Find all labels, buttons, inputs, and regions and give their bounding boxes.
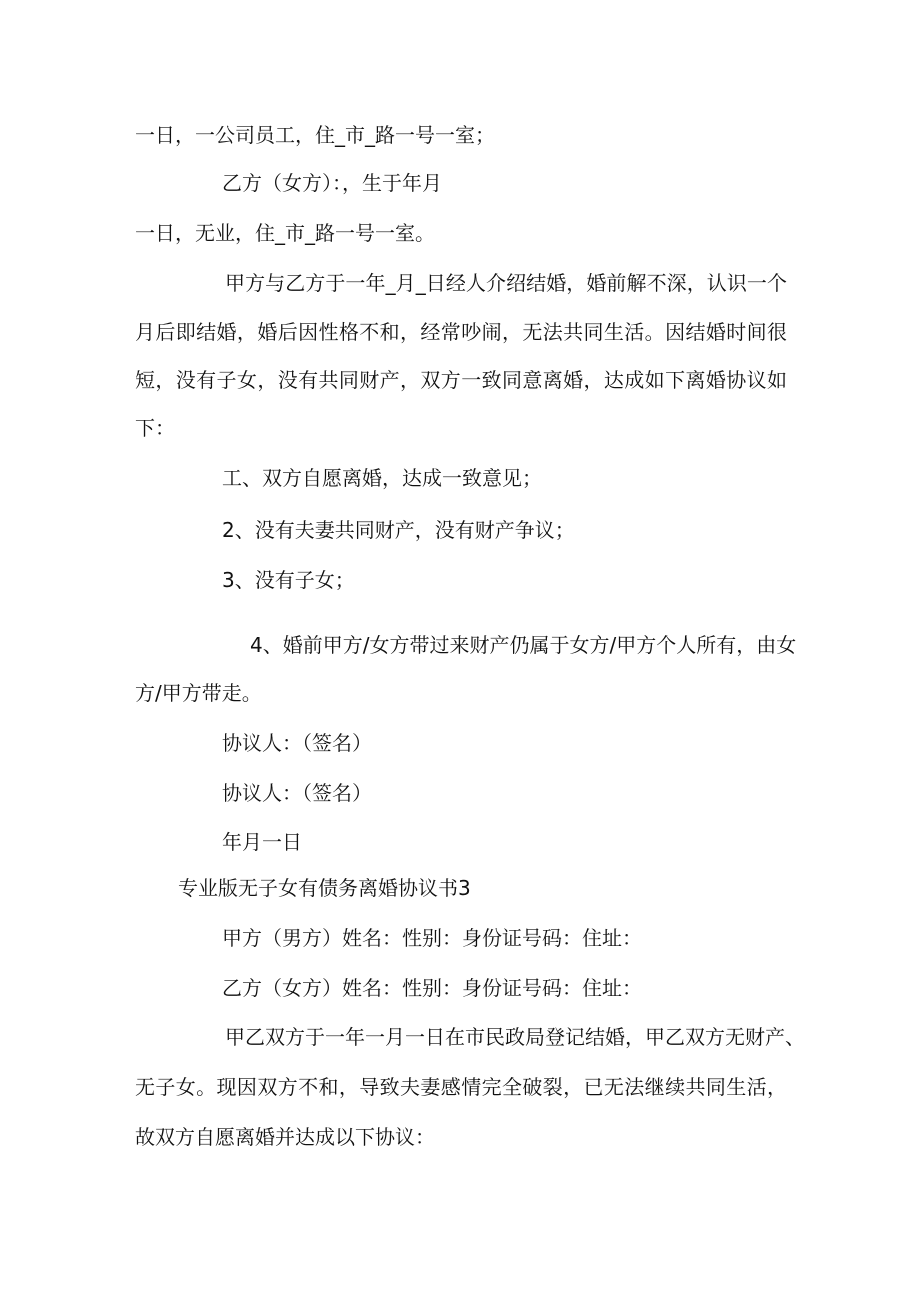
date-line: 年月一日	[222, 830, 302, 854]
paragraph-line: 甲方与乙方于一年_月_日经人介绍结婚，婚前解不深，认识一个	[225, 271, 787, 295]
paragraph-line: 无子女。现因双方不和，导致夫妻感情完全破裂，已无法继续共同生活，	[135, 1075, 787, 1099]
paragraph-line: 乙方（女方）：，生于年月	[222, 171, 442, 195]
list-item: 3、没有子女；	[222, 568, 355, 592]
paragraph-line: 下：	[135, 416, 175, 440]
party-a-line: 甲方（男方）姓名：性别：身份证号码：住址：	[222, 926, 642, 950]
paragraph-line: 甲乙双方于一年一月一日在市民政局登记结婚，甲乙双方无财产、	[225, 1025, 805, 1049]
list-item: 2、没有夫妻共同财产，没有财产争议；	[222, 518, 575, 542]
paragraph-line: 一日，无业，住_市_路一号一室。	[135, 221, 435, 245]
signature-line: 协议人：（签名）	[222, 731, 372, 755]
paragraph-line: 方/甲方带走。	[135, 681, 262, 705]
paragraph-line: 一日，一公司员工，住_市_路一号一室；	[135, 123, 495, 147]
paragraph-line: 短，没有子女，没有共同财产，双方一致同意离婚，达成如下离婚协议如	[135, 368, 787, 392]
section-title: 专业版无子女有债务离婚协议书3	[178, 876, 471, 900]
paragraph-line: 故双方自愿离婚并达成以下协议：	[135, 1125, 435, 1149]
party-b-line: 乙方（女方）姓名：性别：身份证号码：住址：	[222, 976, 642, 1000]
list-item: 4、婚前甲方/女方带过来财产仍属于女方/甲方个人所有，由女	[250, 633, 797, 657]
paragraph-line: 月后即结婚，婚后因性格不和，经常吵闹，无法共同生活。因结婚时间很	[135, 320, 787, 344]
signature-line: 协议人：（签名）	[222, 781, 372, 805]
list-item: 工、双方自愿离婚，达成一致意见；	[222, 466, 542, 490]
